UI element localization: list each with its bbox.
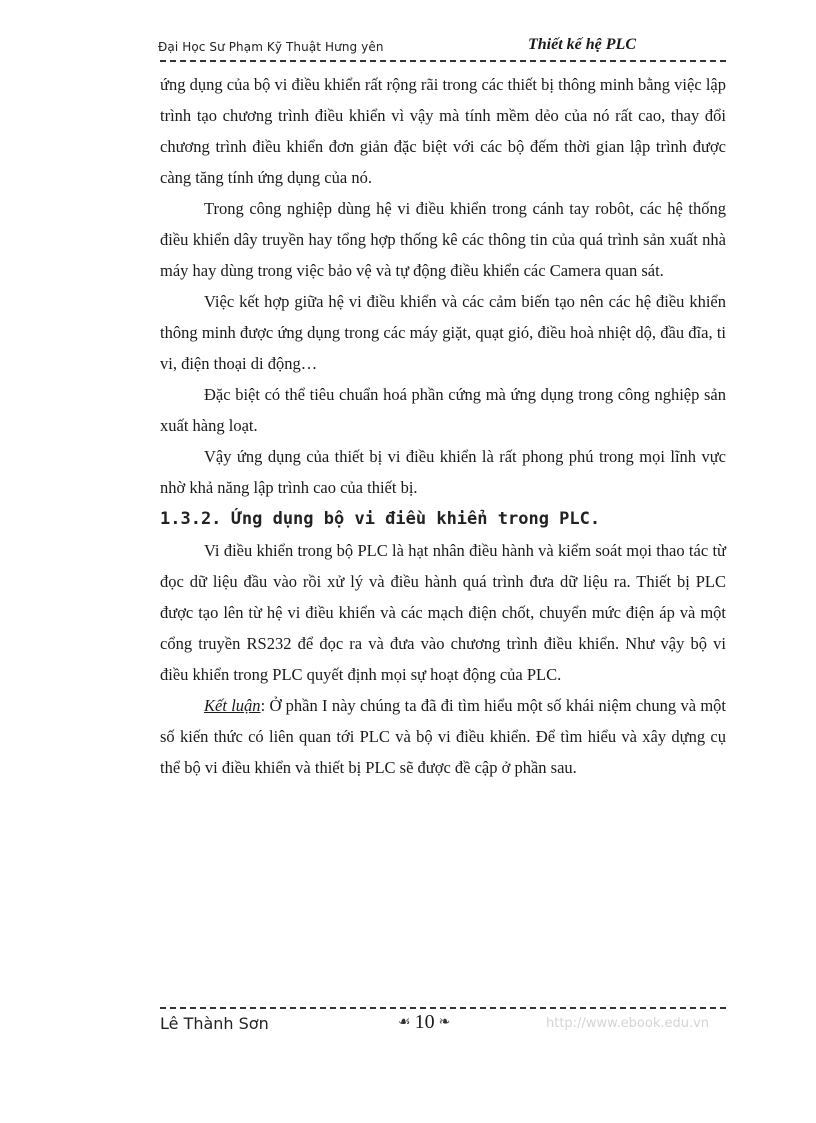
conclusion-text: : Ở phần I này chúng ta đã đi tìm hiểu một số khái niệm chung và một số kiến thức có liên quan tới PLC và bộ vi điều khiển. Để tìm hiểu và xây dựng cụ thể bộ vi điều khiển và thiết bị PLC sẽ được đề cập ở phần sau. bbox=[160, 696, 727, 777]
footer-divider bbox=[160, 1007, 726, 1009]
ornament-right-icon: ❧ bbox=[438, 1015, 451, 1030]
paragraph-standardization: Đặc biệt có thể tiêu chuẩn hoá phần cứng mà ứng dụng trong công nghiệp sản xuất hàng loạt. bbox=[160, 385, 726, 435]
paragraph-summary: Vậy ứng dụng của thiết bị vi điều khiển là rất phong phú trong mọi lĩnh vực nhờ khả năng lập trình cao của thiết bị. bbox=[160, 447, 726, 497]
paragraph-conclusion bbox=[160, 690, 726, 783]
page-body bbox=[160, 69, 726, 783]
page-number bbox=[398, 1011, 450, 1034]
section-heading: 1.3.2. Ứng dụng bộ vi điều khiển trong PLC. bbox=[160, 509, 601, 529]
header-divider bbox=[160, 60, 726, 62]
paragraph-plc-microcontroller: Vi điều khiển trong bộ PLC là hạt nhân điều hành và kiểm soát mọi thao tác từ đọc dữ liệu đầu vào rồi xử lý và điều hành quá trình đưa dữ liệu ra. Thiết bị PLC được tạo lên từ hệ vi điều khiển và các mạch điện chốt, chuyển mức điện áp và một cổng truyền RS232 để đọc ra và đưa vào chương trình điều khiển. Như vậy bộ vi điều khiển trong PLC quyết định mọi sự hoạt động của PLC. bbox=[160, 541, 726, 684]
header-institution: Đại Học Sư Phạm Kỹ Thuật Hưng yên bbox=[158, 40, 384, 54]
paragraph-industry-applications: Trong công nghiệp dùng hệ vi điều khiển trong cánh tay robôt, các hệ thống điều khiển dây truyền hay tổng hợp thống kê các thông tin của quá trình sản xuất nhà máy hay dùng trong việc bảo vệ và tự động điều khiển các Camera quan sát. bbox=[160, 199, 726, 280]
ornament-left-icon: ☙ bbox=[398, 1015, 411, 1030]
footer-watermark-url: http://www.ebook.edu.vn bbox=[546, 1016, 710, 1031]
conclusion-label: Kết luận bbox=[204, 696, 261, 715]
header-document-title: Thiết kế hệ PLC bbox=[528, 36, 636, 53]
page-number-value: 10 bbox=[414, 1011, 435, 1033]
paragraph-continuation: ứng dụng của bộ vi điều khiển rất rộng rãi trong các thiết bị thông minh bằng việc lập trình tạo chương trình điều khiển vì vậy mà tính mềm dẻo của nó rất cao, thay đổi chương trình điều khiển đơn giản đặc biệt với các bộ đếm thời gian lập trình được càng tăng tính ứng dụng của nó. bbox=[160, 75, 726, 187]
footer-author: Lê Thành Sơn bbox=[160, 1014, 269, 1033]
paragraph-smart-sensors: Việc kết hợp giữa hệ vi điều khiển và các cảm biến tạo nên các hệ điều khiển thông minh được ứng dụng trong các máy giặt, quạt gió, điều hoà nhiệt dộ, đầu đĩa, ti vi, điện thoại di động… bbox=[160, 292, 726, 373]
